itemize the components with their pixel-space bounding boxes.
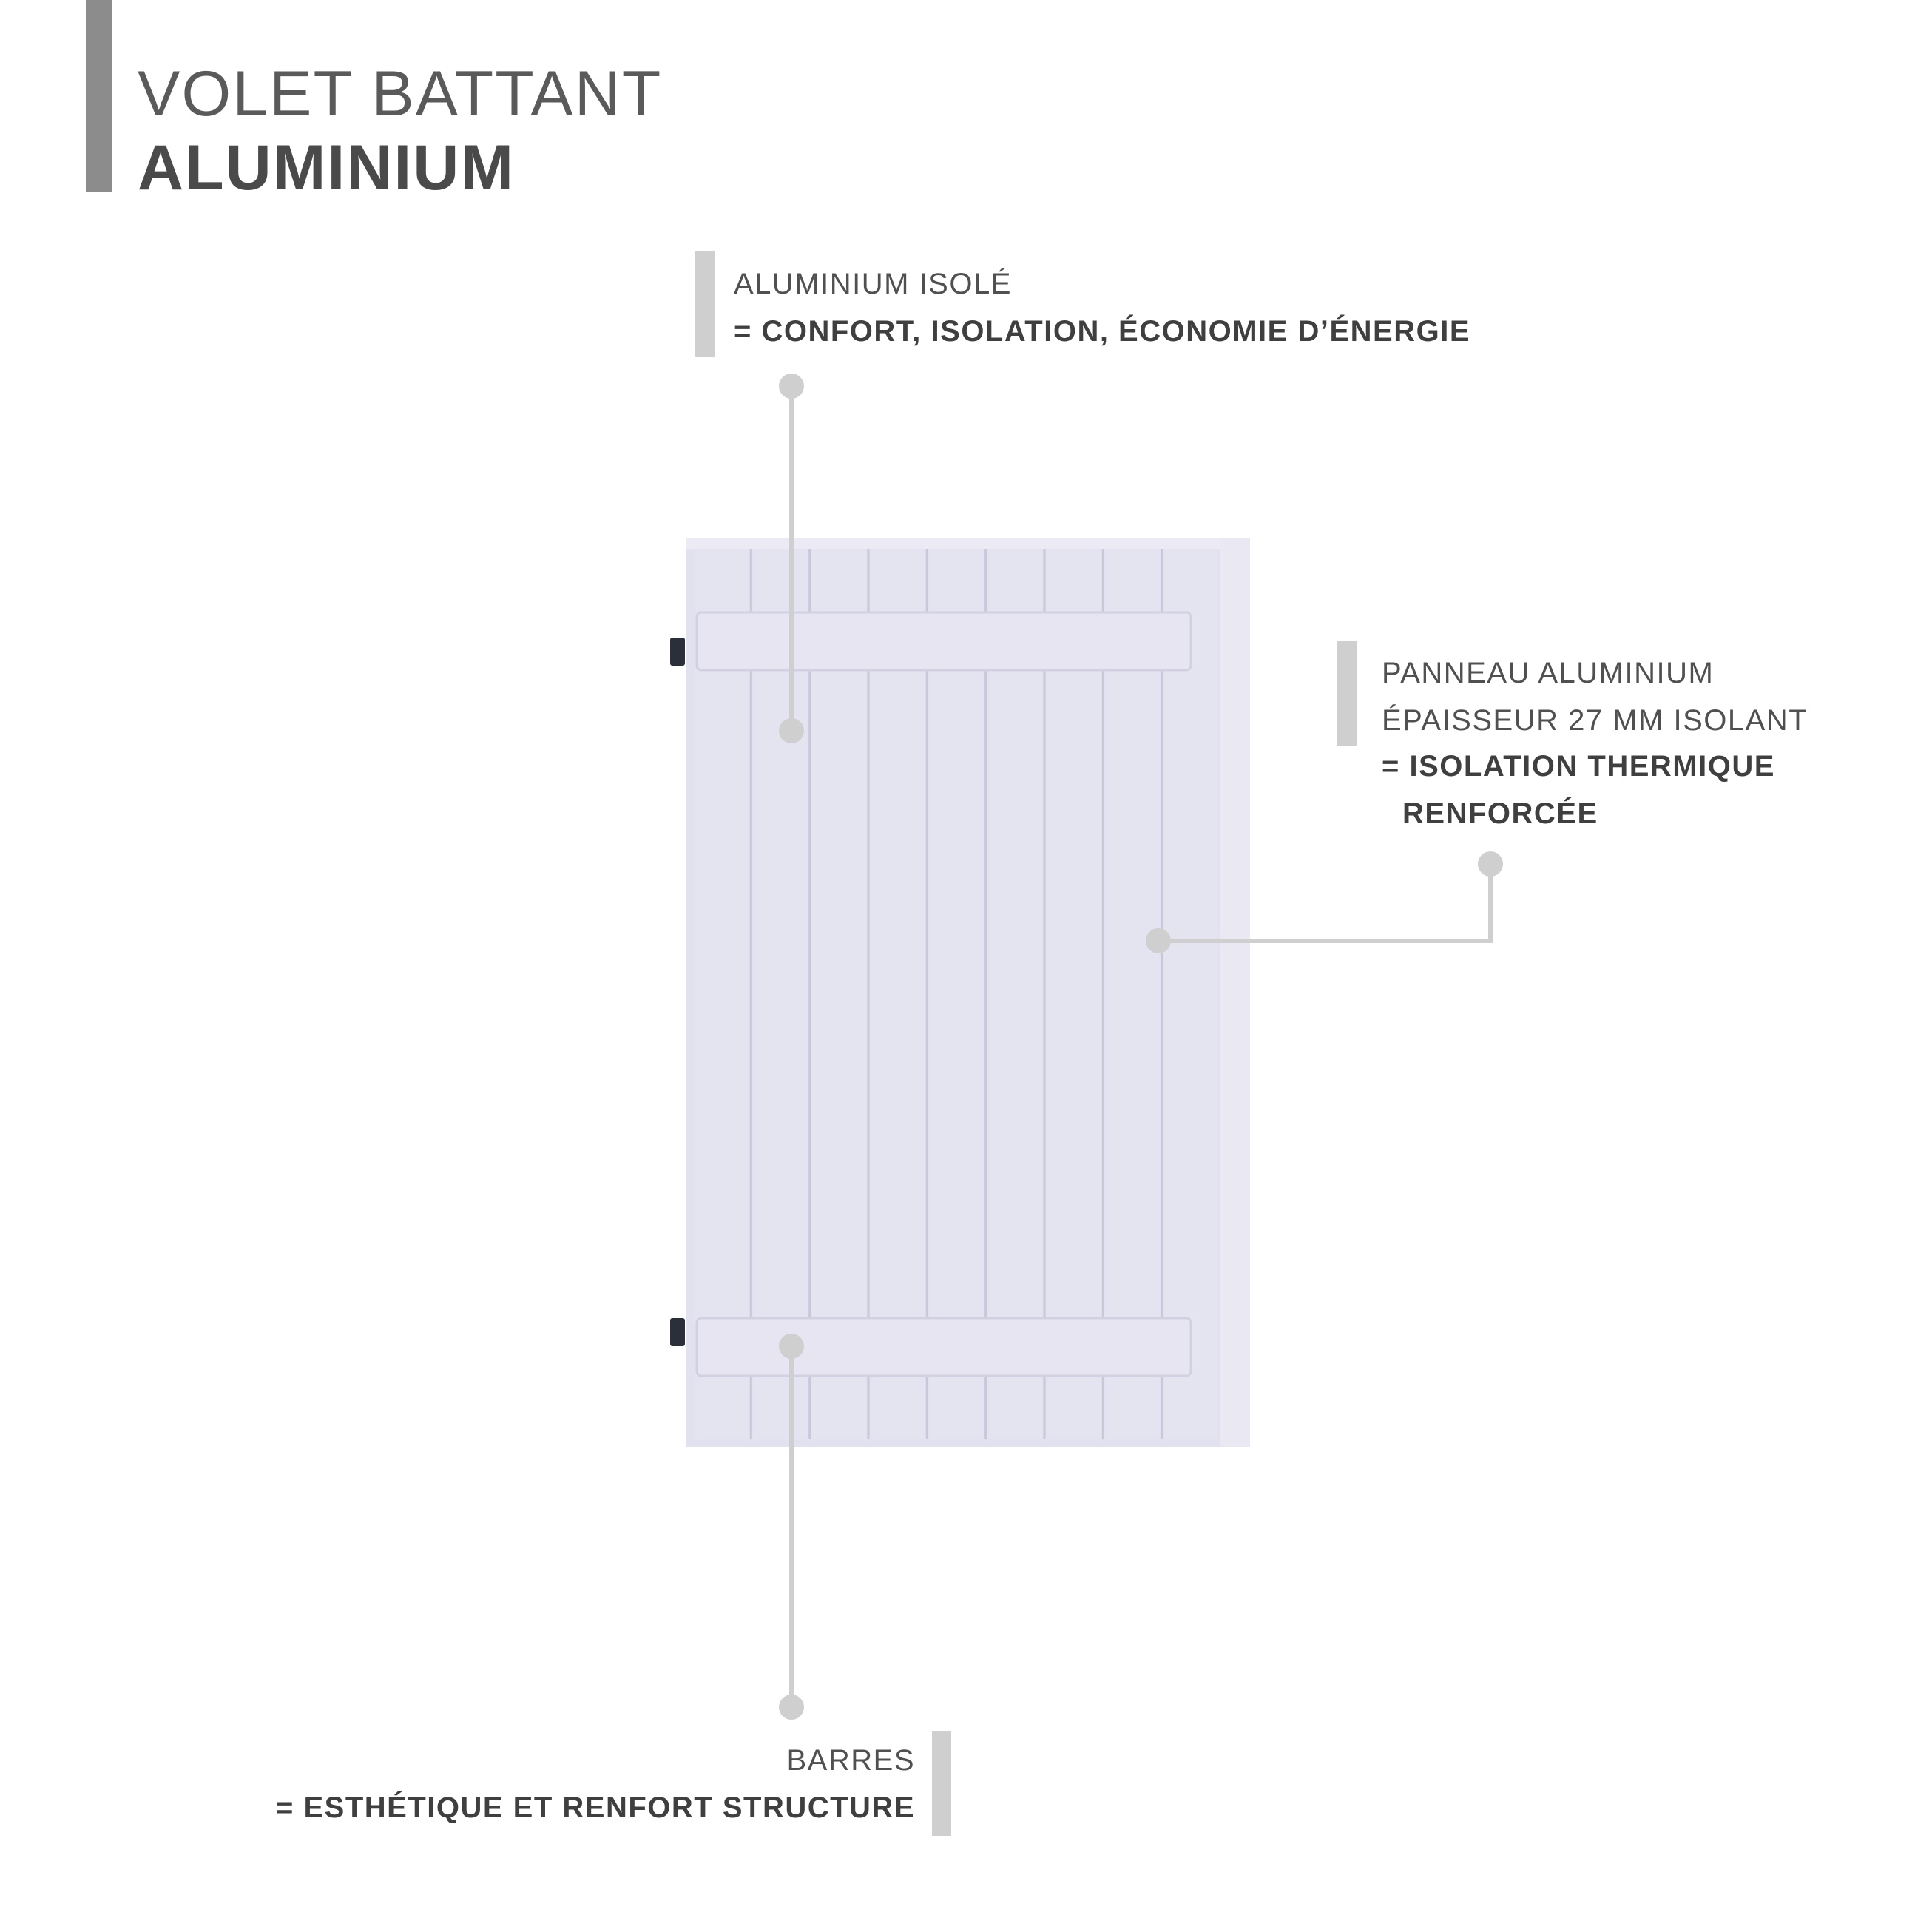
shutter-plank: [695, 549, 749, 1439]
hinge-top: [670, 638, 685, 666]
callout-barres-title: BARRES: [786, 1744, 915, 1777]
callout-barres-bar: [932, 1731, 951, 1836]
shutter-plank: [929, 549, 983, 1439]
callout-isole-title: ALUMINIUM ISOLÉ: [734, 268, 1012, 300]
callout-panneau-benefit: [1382, 751, 1775, 781]
shutter-plank: [871, 549, 925, 1439]
callout-panneau-bar: [1337, 641, 1357, 746]
shutter-plank: [988, 549, 1042, 1439]
shutter-top-rail: [686, 538, 1220, 549]
callout-panneau-benefit-line2: RENFORCÉE: [1402, 797, 1598, 830]
callout-panneau-title: PANNEAU ALUMINIUM: [1382, 657, 1715, 689]
callout-panneau-thickness: ÉPAISSEUR 27 MM ISOLANT: [1382, 704, 1808, 737]
shutter-plank: [753, 549, 807, 1439]
callout-panneau-benefit-line1: ISOLATION THERMIQUE: [1409, 750, 1775, 783]
shutter-right-stile: [1220, 538, 1250, 1447]
callout-isole-benefit: = CONFORT, ISOLATION, ÉCONOMIE D’ÉNERGIE: [734, 315, 1470, 348]
shutter-illustration: [670, 538, 1250, 1447]
shutter-planks: [695, 549, 1218, 1439]
shutter-bottom-bar: [697, 1318, 1191, 1376]
shutter-plank: [812, 549, 866, 1439]
title-volet-battant: VOLET BATTANT: [138, 58, 663, 129]
callout-barres-benefit: = ESTHÉTIQUE ET RENFORT STRUCTURE: [276, 1791, 915, 1824]
shutter-plank: [1164, 549, 1218, 1439]
callout-isole-bar: [695, 251, 715, 357]
callout-panneau-prefix: =: [1382, 750, 1410, 783]
title-aluminium: ALUMINIUM: [138, 132, 516, 203]
shutter-plank: [1105, 549, 1159, 1439]
shutter-plank: [1047, 549, 1101, 1439]
shutter-top-bar: [697, 612, 1191, 670]
hinge-bottom: [670, 1318, 685, 1346]
